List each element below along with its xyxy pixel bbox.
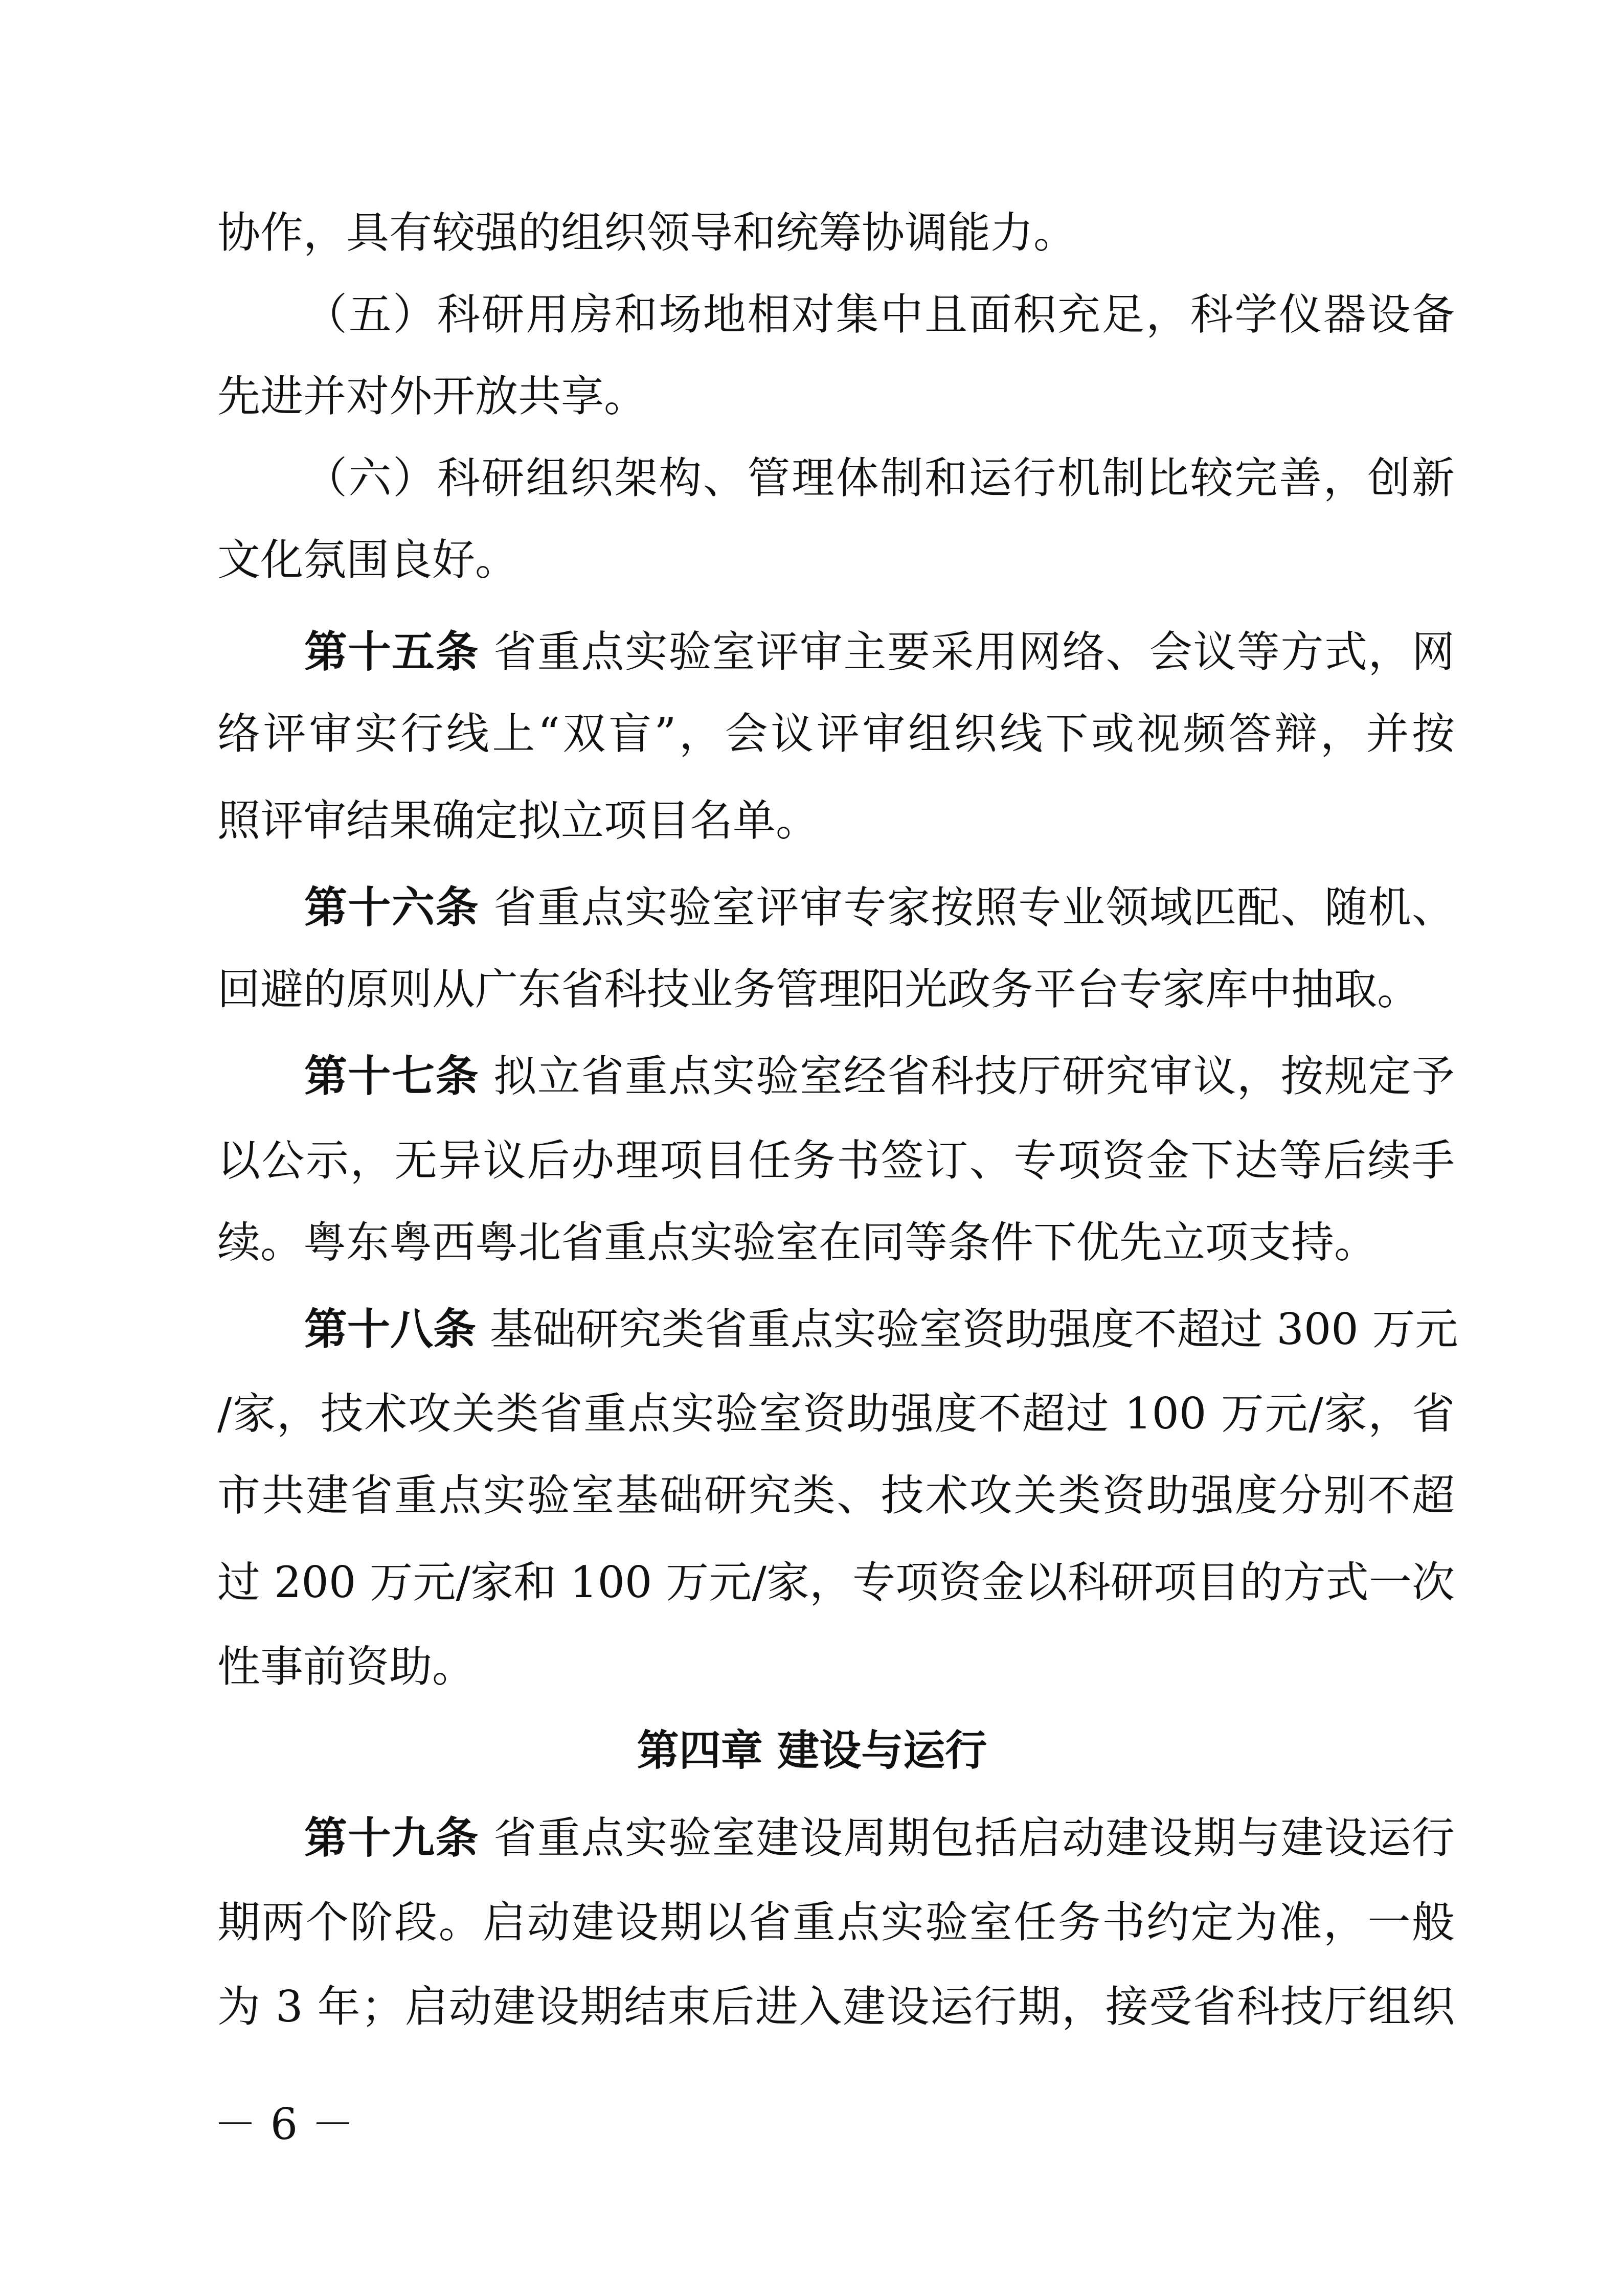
article-number: 第十五条 [304,627,480,677]
article-text: 拟立省重点实验室经省科技厅研究审议，按规定予 [479,1051,1455,1101]
article-first-line [304,1301,1458,1357]
body-line: 先进并对外开放共享。 [217,371,647,421]
body-line: 市共建省重点实验室基础研究类、技术攻关类资助强度分别不超 [217,1470,1455,1520]
chapter-heading: 第四章 建设与运行 [637,1726,987,1775]
body-line: 期两个阶段。启动建设期以省重点实验室任务书约定为准，一般 [217,1897,1455,1947]
article-number: 第十六条 [304,882,480,933]
body-line: 照评审结果确定拟立项目名单。 [217,795,819,846]
article-text: 基础研究类省重点实验室资助强度不超过 300 万元 [476,1304,1458,1354]
article-text: 省重点实验室评审主要采用网络、会议等方式，网 [479,627,1455,677]
body-line: 性事前资助。 [217,1642,476,1692]
body-line: 文化氛围良好。 [217,535,518,585]
article-text: 省重点实验室建设周期包括启动建设期与建设运行 [479,1813,1455,1863]
page-number: － 6 － [214,2099,354,2149]
article-first-line [304,1810,1455,1866]
body-line: 回避的原则从广东省科技业务管理阳光政务平台专家库中抽取。 [217,964,1420,1014]
body-line: 络评审实行线上“双盲”，会议评审组织线下或视频答辩，并按 [217,709,1455,759]
body-line: 协作，具有较强的组织领导和统筹协调能力。 [217,208,1077,258]
body-line: （五）科研用房和场地相对集中且面积充足，科学仪器设备 [304,289,1455,339]
body-line: 以公示，无异议后办理项目任务书签订、专项资金下达等后续手 [217,1135,1455,1186]
article-number: 第十九条 [304,1813,480,1863]
body-line: （六）科研组织架构、管理体制和运行机制比较完善，创新 [304,453,1455,503]
article-text: 省重点实验室评审专家按照专业领域匹配、随机、 [479,882,1455,933]
body-line: /家，技术攻关类省重点实验室资助强度不超过 100 万元/家，省 [217,1389,1455,1439]
article-number: 第十七条 [304,1051,480,1101]
article-first-line [304,624,1455,680]
body-line: 为 3 年；启动建设期结束后进入建设运行期，接受省科技厅组织 [217,1982,1455,2032]
body-line: 过 200 万元/家和 100 万元/家，专项资金以科研项目的方式一次 [217,1557,1455,1607]
body-line: 续。粤东粤西粤北省重点实验室在同等条件下优先立项支持。 [217,1217,1378,1267]
article-first-line [304,1048,1455,1104]
article-number: 第十八条 [304,1304,477,1354]
article-first-line [304,879,1455,936]
